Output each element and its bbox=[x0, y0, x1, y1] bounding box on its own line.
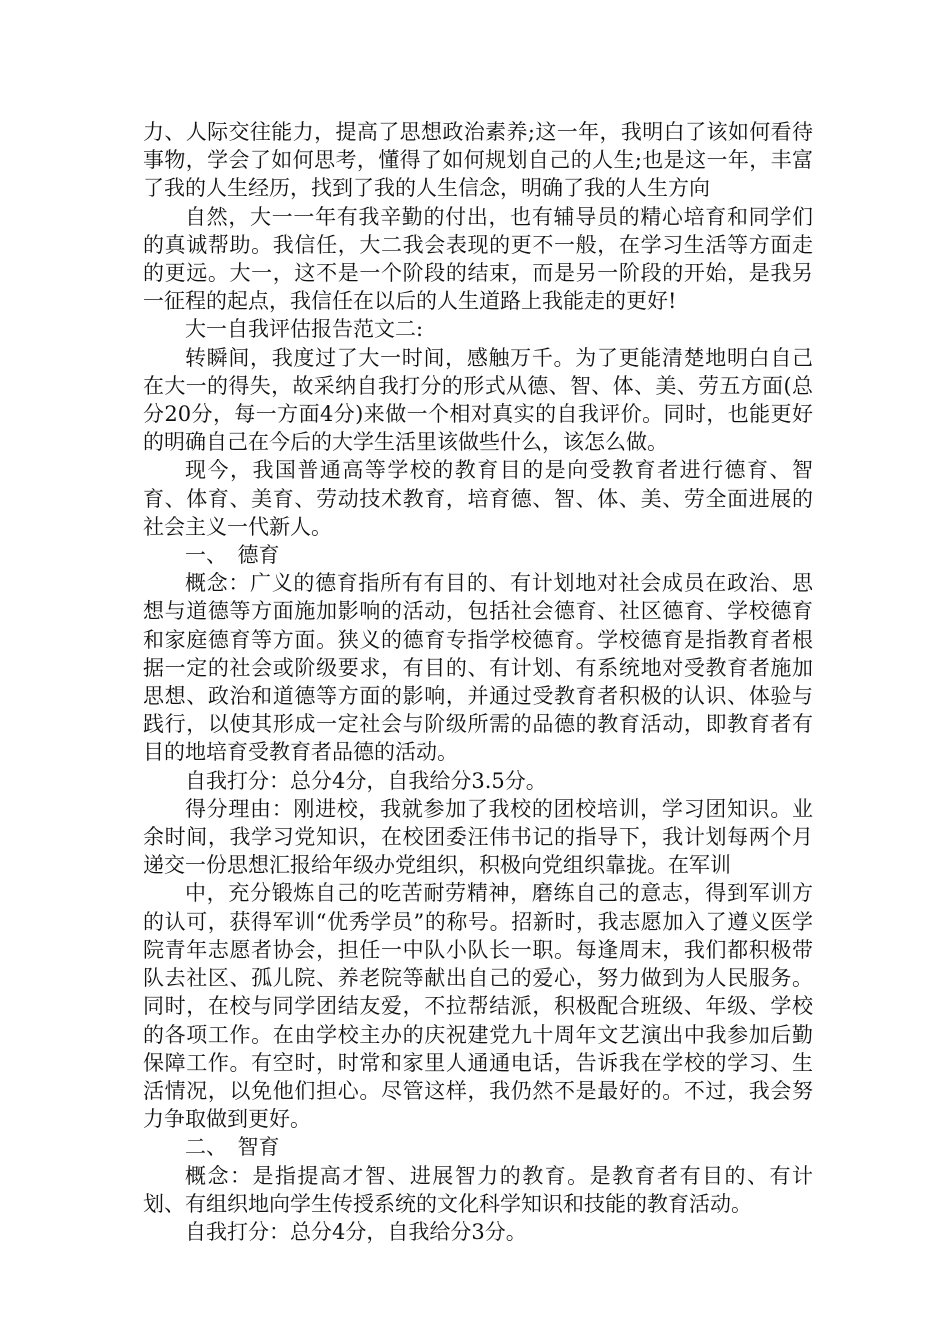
section-heading: 一、 德育 bbox=[185, 543, 280, 568]
paragraph: 概念：广义的德育指所有有目的、有计划地对社会成员在政治、思想与道德等方面施加影响的活动，包括社会德育、社区德育、学校德育和家庭德育等方面。狭义的德育专指学校德育。学校德育是指教育者根据一定的社会或阶级要求，有目的、有计划、有系统地对受教育者施加思想、政治和道德等方面的影响，并通过受教育者积极的认识、体验与践行，以使其形成一定社会与阶级所需的品德的教育活动，即教育者有目的地培育受教育者品德的活动。 bbox=[143, 571, 813, 765]
paragraph: 概念：是指提高才智、进展智力的教育。是教育者有目的、有计划、有组织地向学生传授系统的文化科学知识和技能的教育活动。 bbox=[143, 1163, 813, 1216]
section-heading: 二、 智育 bbox=[185, 1135, 280, 1160]
paragraph: 得分理由：刚进校，我就参加了我校的团校培训，学习团知识。业余时间，我学习党知识，在校团委汪伟书记的指导下，我计划每两个月递交一份思想汇报给年级办党组织，积极向党组织靠拢。在军训 bbox=[143, 796, 813, 878]
paragraph: 中，充分锻炼自己的吃苦耐劳精神，磨练自己的意志，得到军训方的认可，获得军训“优秀学员”的称号。招新时，我志愿加入了遵义医学院青年志愿者协会，担任一中队小队长一职。每逢周末，我们都积极带队去社区、孤儿院、养老院等献出自己的爱心，努力做到为人民服务。同时，在校与同学团结友爱，不拉帮结派，积极配合班级、年级、学校的各项工作。在由学校主办的庆祝建党九十周年文艺演出中我参加后勤保障工作。有空时，时常和家里人通通电话，告诉我在学校的学习、生活情况，以免他们担心。尽管这样，我仍然不是最好的。不过，我会努力争取做到更好。 bbox=[143, 881, 813, 1132]
paragraph: 力、人际交往能力，提高了思想政治素养;这一年，我明白了该如何看待事物，学会了如何思考，懂得了如何规划自己的人生;也是这一年，丰富了我的人生经历，找到了我的人生信念，明确了我的人生方向 bbox=[143, 120, 813, 201]
paragraph: 现今，我国普通高等学校的教育目的是向受教育者进行德育、智育、体育、美育、劳动技术教育，培育德、智、体、美、劳全面进展的社会主义一代新人。 bbox=[143, 458, 813, 539]
paragraph: 自我打分：总分4分，自我给分3分。 bbox=[185, 1219, 527, 1244]
section-heading: 大一自我评估报告范文二: bbox=[185, 317, 424, 342]
document-page bbox=[143, 118, 813, 1246]
paragraph: 自然，大一一年有我辛勤的付出，也有辅导员的精心培育和同学们的真诚帮助。我信任，大二我会表现的更不一般，在学习生活等方面走的更远。大一，这不是一个阶段的结束，而是另一阶段的开始，是我另一征程的起点，我信任在以后的人生道路上我能走的更好! bbox=[143, 204, 813, 314]
paragraph: 自我打分：总分4分，自我给分3.5分。 bbox=[185, 768, 547, 793]
paragraph: 转瞬间，我度过了大一时间，感触万千。为了更能清楚地明白自己在大一的得失，故采纳自我打分的形式从德、智、体、美、劳五方面(总分20分，每一方面4分)来做一个相对真实的自我评价。同时，也能更好的明确自己在今后的大学生活里该做些什么，该怎么做。 bbox=[143, 345, 813, 455]
